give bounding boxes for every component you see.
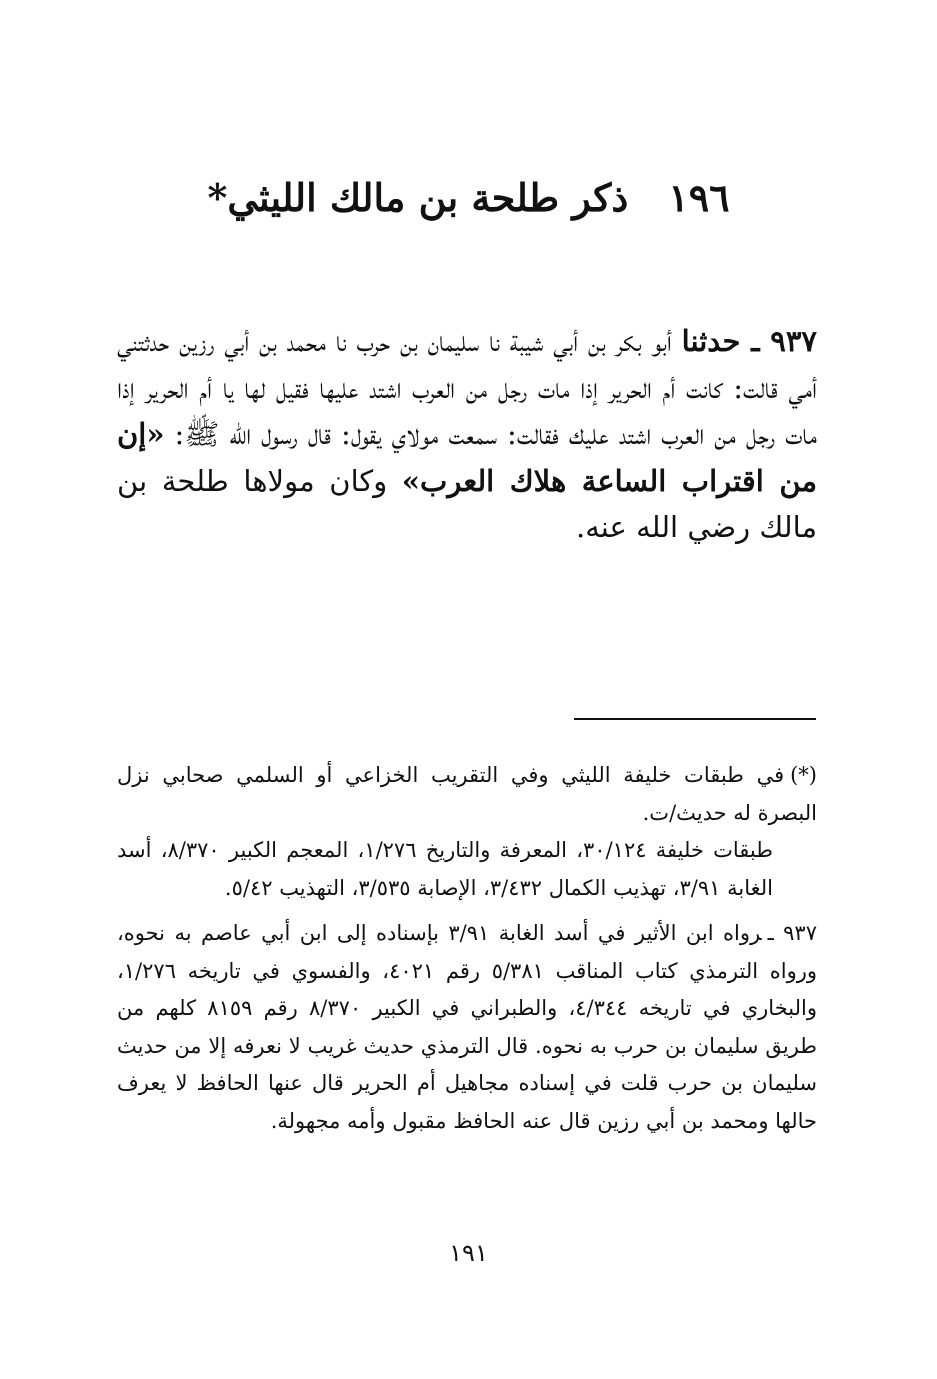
footnote-star-marker: (*) (790, 763, 817, 787)
closing-text: وكان مولاها طلحة بن مالك رضي الله عنه. (117, 463, 817, 544)
isnad-text: أبو بكر بن أبي شيبة نا سليمان بن حرب نا محمد بن أبي رزين حدثتني أمي قالت: كانت أم الحرير إذا مات رجل من العرب اشتد عليها فقيل لها يا أم الحرير إذا مات رجل من العرب اشتد عليك فقالت: سمعت مولاي يقول: قال رسول الله ﷺ: (117, 324, 818, 451)
footnote-star (117, 757, 817, 907)
chapter-number: ١٩٦ (668, 175, 730, 220)
footnote-divider (574, 718, 816, 720)
hadith-quote: «إن من اقتراب الساعة هلاك العرب» (117, 417, 817, 498)
footnote-937-marker: ٩٣٧ ـ (767, 921, 817, 945)
hadith-paragraph (117, 318, 817, 551)
footnote-star-text: في طبقات خليفة الليثي وفي التقريب الخزاعي أو السلمي صحابي نزل البصرة له حديث/ت. (117, 763, 817, 825)
page-number: ١٩١ (449, 1239, 488, 1267)
chapter-title: ذكر طلحة بن مالك الليثي* (207, 175, 629, 220)
footnotes-section (117, 757, 817, 1140)
footnote-937 (117, 915, 817, 1140)
chapter-heading (0, 168, 937, 228)
hadith-number-lead: ٩٣٧ ـ حدثنا (681, 324, 818, 358)
footnote-star-sources: طبقات خليفة ٣٠/١٢٤، المعرفة والتاريخ ١/٢٧٦، المعجم الكبير ٨/٣٧٠، أسد الغابة ٣/٩١، تهذيب الكمال ٣/٤٣٢، الإصابة ٣/٥٣٥، التهذيب ٥/٤٢. (117, 838, 773, 900)
footnote-937-text: رواه ابن الأثير في أسد الغابة ٣/٩١ بإسناده إلى ابن أبي عاصم به نحوه، ورواه الترمذي كتاب المناقب ٥/٣٨١ رقم ٤٠٢١، والفسوي في تاريخه ١/٢٧٦، والبخاري في تاريخه ٤/٣٤٤، والطبراني في الكبير ٨/٣٧٠ رقم ٨١٥٩ كلهم من طريق سليمان بن حرب به نحوه. قال الترمذي حديث غريب لا نعرفه إلا من حديث سليمان بن حرب قلت في إسناده مجاهيل أم الحرير قال عنها الحافظ لا يعرف حالها ومحمد بن أبي رزين قال عنه الحافظ مقبول وأمه مجهولة. (117, 921, 817, 1133)
